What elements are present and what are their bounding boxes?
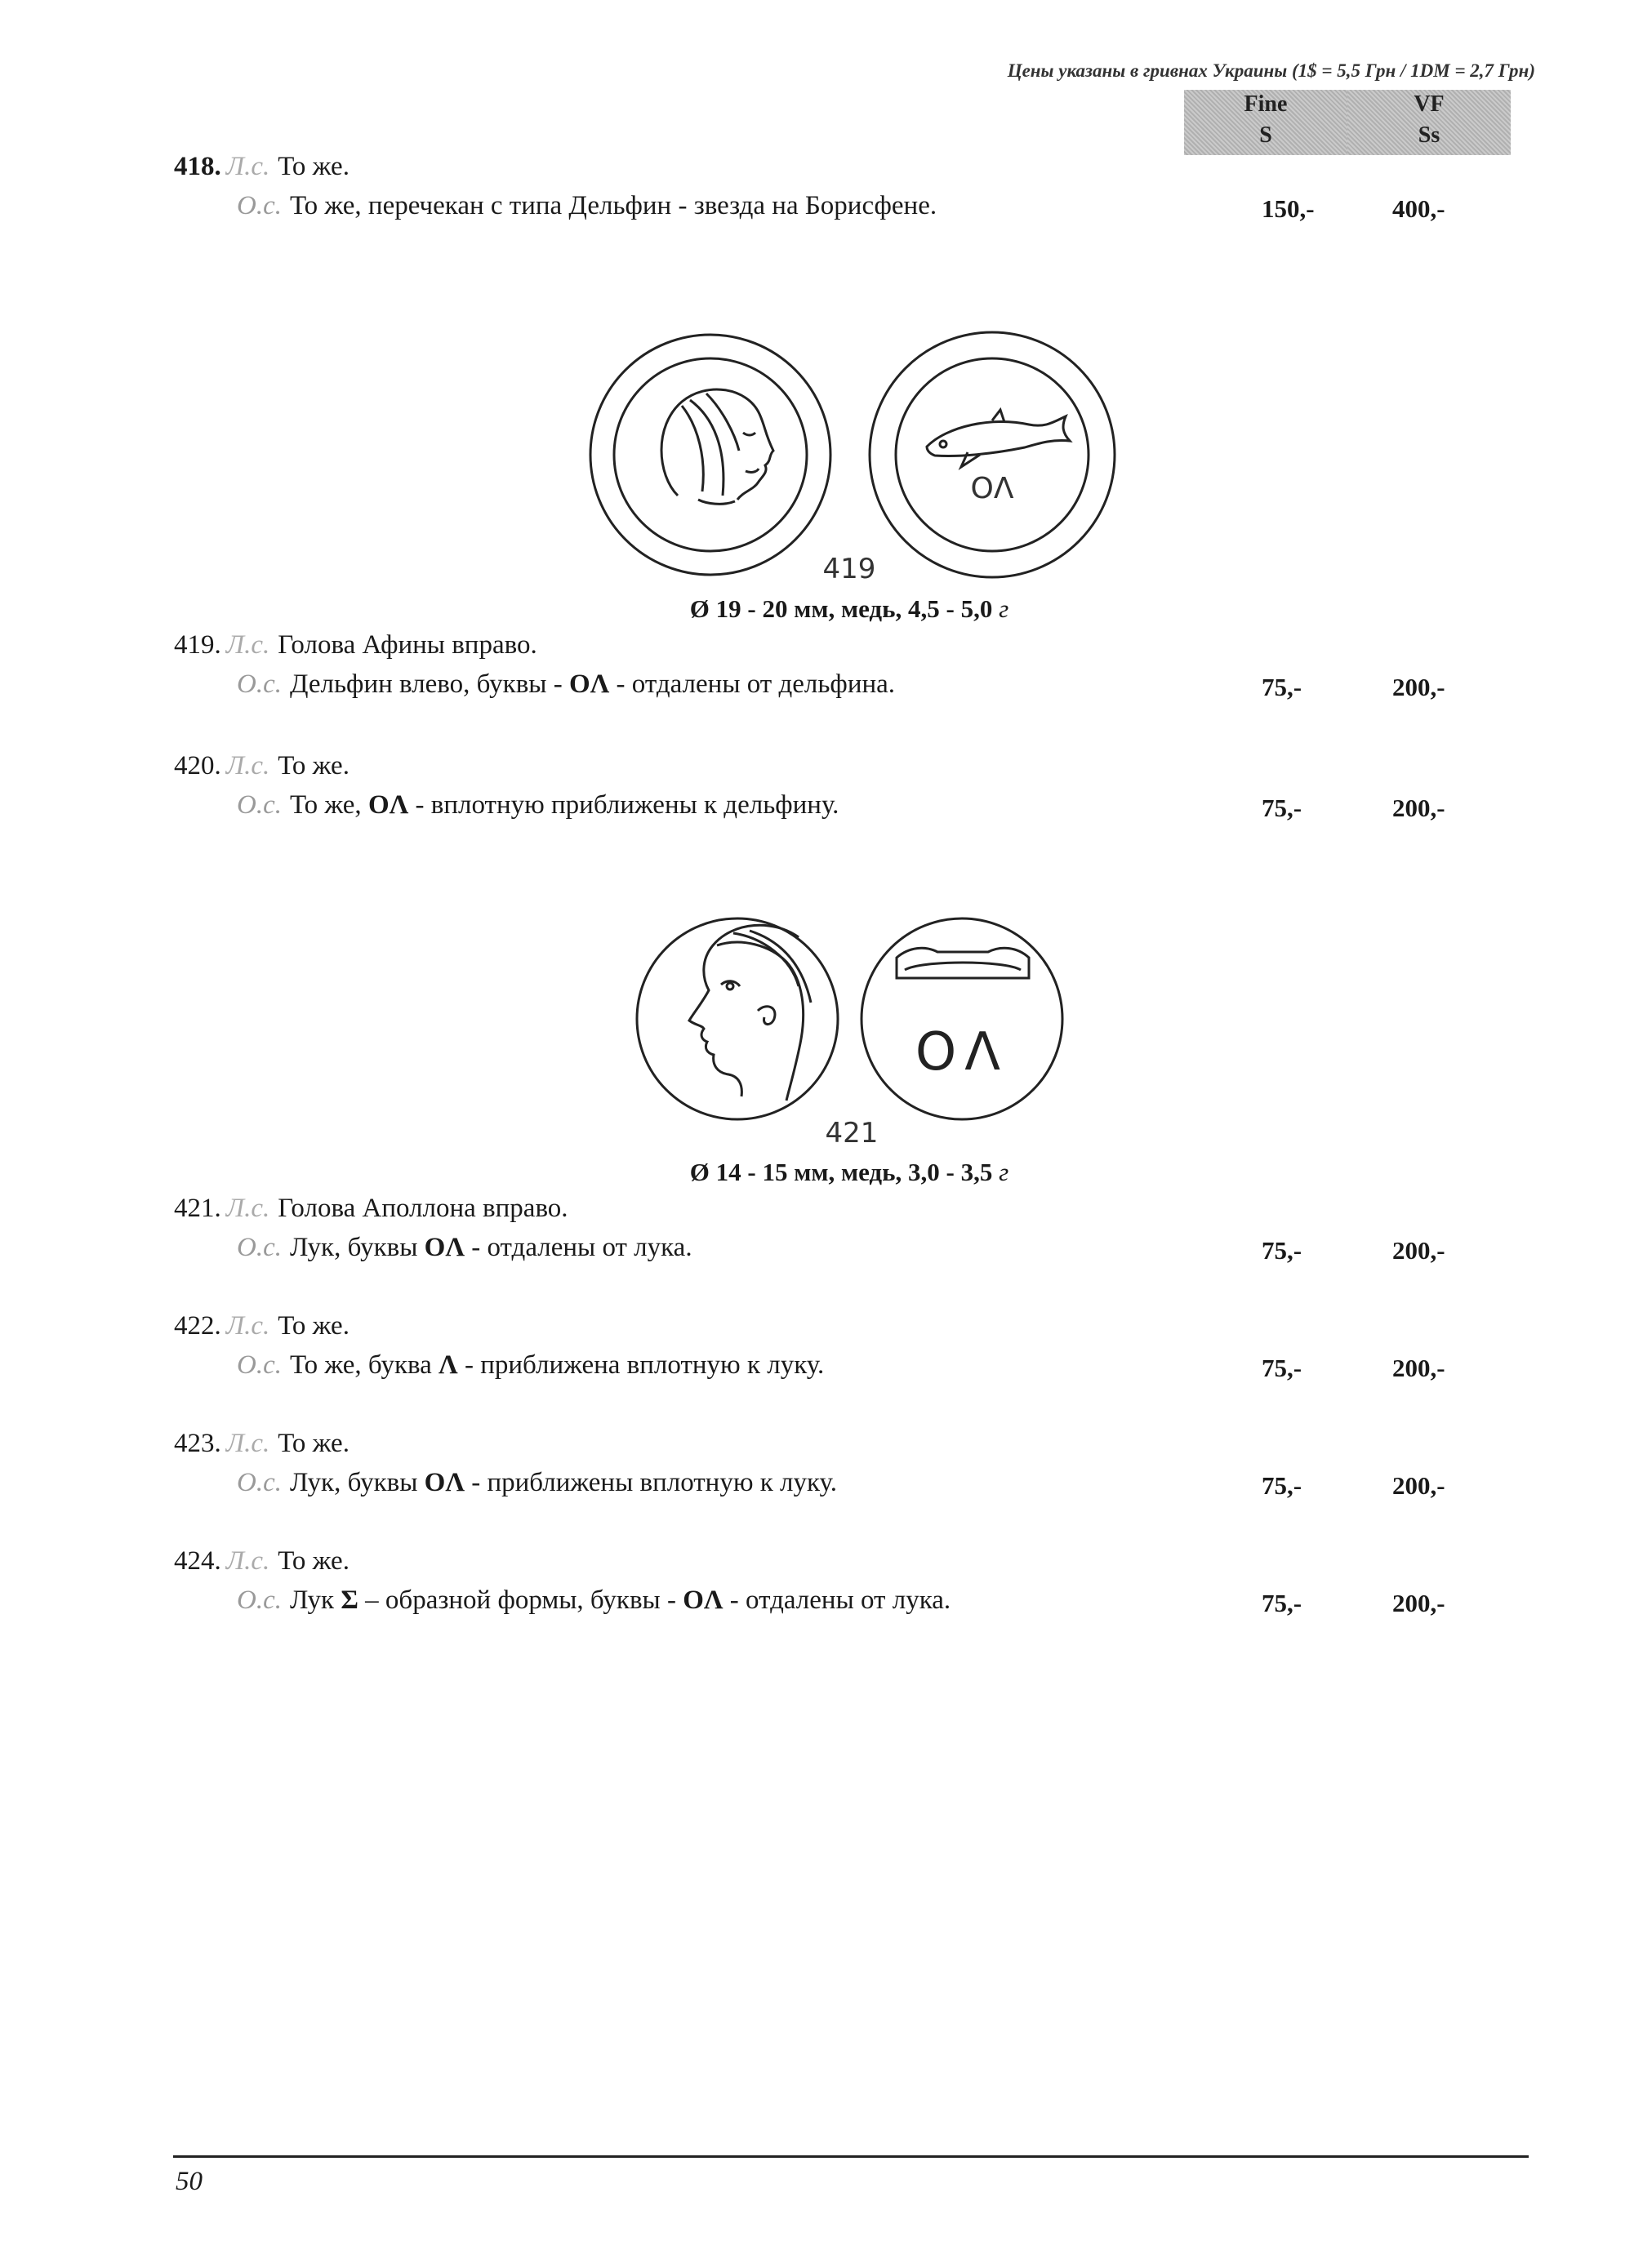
reverse-line-418 [237,191,937,221]
coin-421-spec-main: Ø 14 - 15 мм, медь, 3,0 - 3,5 [689,1158,993,1186]
reverse-description-post: - отдалены от лука. [464,1233,692,1262]
coin-419-illustration [584,328,1123,581]
grade-header-fine [1184,90,1347,155]
obverse-description: Голова Аполлона вправо. [278,1194,568,1223]
entry-number: 420. [174,751,221,780]
coin-419-spec [523,594,1176,624]
reverse-description-pre: То же, буква [289,1350,439,1380]
reverse-description-post: - приближена вплотную к луку. [457,1350,825,1380]
grade-header-vf [1347,90,1511,155]
obverse-description: То же. [278,1311,350,1341]
reverse-label: О.с. [237,669,282,699]
price-note: Цены указаны в гривнах Украины (1$ = 5,5 Грн / 1DM = 2,7 Грн) [1007,60,1535,81]
reverse-description-mid: – образной формы, буквы - [358,1585,683,1615]
coin-421-reverse [862,918,1062,1119]
obverse-label: Л.с. [225,1429,270,1458]
reverse-description-pre: Лук, буквы [289,1233,425,1262]
obverse-label: Л.с. [225,152,270,181]
price-vf: 200,- [1392,794,1445,822]
reverse-description-post: - вплотную приближены к дельфину. [408,790,839,820]
reverse-line-421 [237,1233,692,1263]
reverse-letters: ОΛ [424,1468,465,1497]
catalog-entry-423 [174,1429,350,1459]
obverse-label: Л.с. [225,1194,270,1223]
reverse-letters: ОΛ [367,790,409,820]
price-fine: 75,- [1262,1236,1302,1265]
catalog-entry-420 [174,751,350,781]
entry-number: 424. [174,1546,221,1576]
reverse-description-post: - отдалены от лука. [723,1585,951,1615]
coin-421-label: 421 [825,1117,879,1150]
reverse-description-pre: Лук [289,1585,341,1615]
coin-419-reverse-letters: ОΛ [970,472,1014,505]
coin-419-spec-main: Ø 19 - 20 мм, медь, 4,5 - 5,0 [689,594,993,623]
reverse-line-424 [237,1585,951,1616]
reverse-description-post: - приближены вплотную к луку. [464,1468,838,1497]
obverse-description: То же. [278,751,350,780]
price-fine: 75,- [1262,794,1302,822]
reverse-letters: ОΛ [424,1233,465,1262]
obverse-description: То же. [278,1546,350,1576]
coin-421-illustration [627,913,1076,1125]
page-number: 50 [176,2167,203,2196]
entry-number: 418. [174,152,221,181]
entry-number: 421. [174,1194,221,1223]
obverse-label: Л.с. [225,751,270,780]
obverse-description: Голова Афины вправо. [278,630,537,660]
reverse-letters: Λ [439,1350,458,1380]
entry-number: 419. [174,630,221,660]
coin-419-spec-unit: г [999,594,1009,623]
reverse-line-419 [237,669,895,700]
reverse-line-423 [237,1468,837,1498]
reverse-label: О.с. [237,1350,282,1380]
catalog-entry-422 [174,1311,350,1341]
price-vf: 200,- [1392,1471,1445,1500]
coin-419-label: 419 [822,553,876,585]
catalog-entry-418 [174,152,350,182]
catalog-entry-424 [174,1546,350,1576]
footer-rule [173,2155,1529,2158]
price-fine: 75,- [1262,1589,1302,1617]
grade-label-vf: VF [1414,91,1445,117]
reverse-letters: ОΛ [568,669,610,699]
price-fine: 75,- [1262,1471,1302,1500]
price-vf: 400,- [1392,194,1445,223]
price-vf: 200,- [1392,673,1445,701]
entry-number: 422. [174,1311,221,1341]
coin-419-reverse [870,332,1115,577]
price-fine: 150,- [1262,194,1315,223]
coin-421-obverse [637,918,838,1119]
coin-419-obverse [590,335,830,575]
price-vf: 200,- [1392,1354,1445,1382]
reverse-label: О.с. [237,1233,282,1262]
reverse-label: О.с. [237,1468,282,1497]
obverse-description: То же. [278,1429,350,1458]
reverse-description-pre: Дельфин влево, буквы - [289,669,569,699]
price-fine: 75,- [1262,673,1302,701]
reverse-letters: ОΛ [683,1585,724,1615]
obverse-label: Л.с. [225,1311,270,1341]
obverse-description: То же. [278,152,350,181]
grade-label-s: S [1259,122,1272,148]
grade-label-ss: Ss [1418,122,1440,148]
obverse-label: Л.с. [225,1546,270,1576]
reverse-label: О.с. [237,191,282,220]
reverse-description: То же, перечекан с типа Дельфин - звезда на Борисфене. [289,191,937,220]
obverse-label: Л.с. [225,630,270,660]
reverse-description-pre: То же, [289,790,368,820]
catalog-entry-419 [174,630,537,660]
reverse-label: О.с. [237,790,282,820]
entry-number: 423. [174,1429,221,1458]
reverse-description-post: - отдалены от дельфина. [609,669,896,699]
price-fine: 75,- [1262,1354,1302,1382]
coin-421-reverse-letters: ОΛ [915,1022,1009,1083]
catalog-entry-421 [174,1194,568,1224]
grade-label-fine: Fine [1244,91,1288,117]
price-vf: 200,- [1392,1589,1445,1617]
reverse-line-420 [237,790,839,820]
sigma-letter: Σ [341,1585,358,1615]
coin-421-spec [523,1158,1176,1187]
coin-421-spec-unit: г [999,1158,1009,1186]
reverse-line-422 [237,1350,824,1381]
reverse-description-pre: Лук, буквы [289,1468,425,1497]
price-vf: 200,- [1392,1236,1445,1265]
reverse-label: О.с. [237,1585,282,1615]
